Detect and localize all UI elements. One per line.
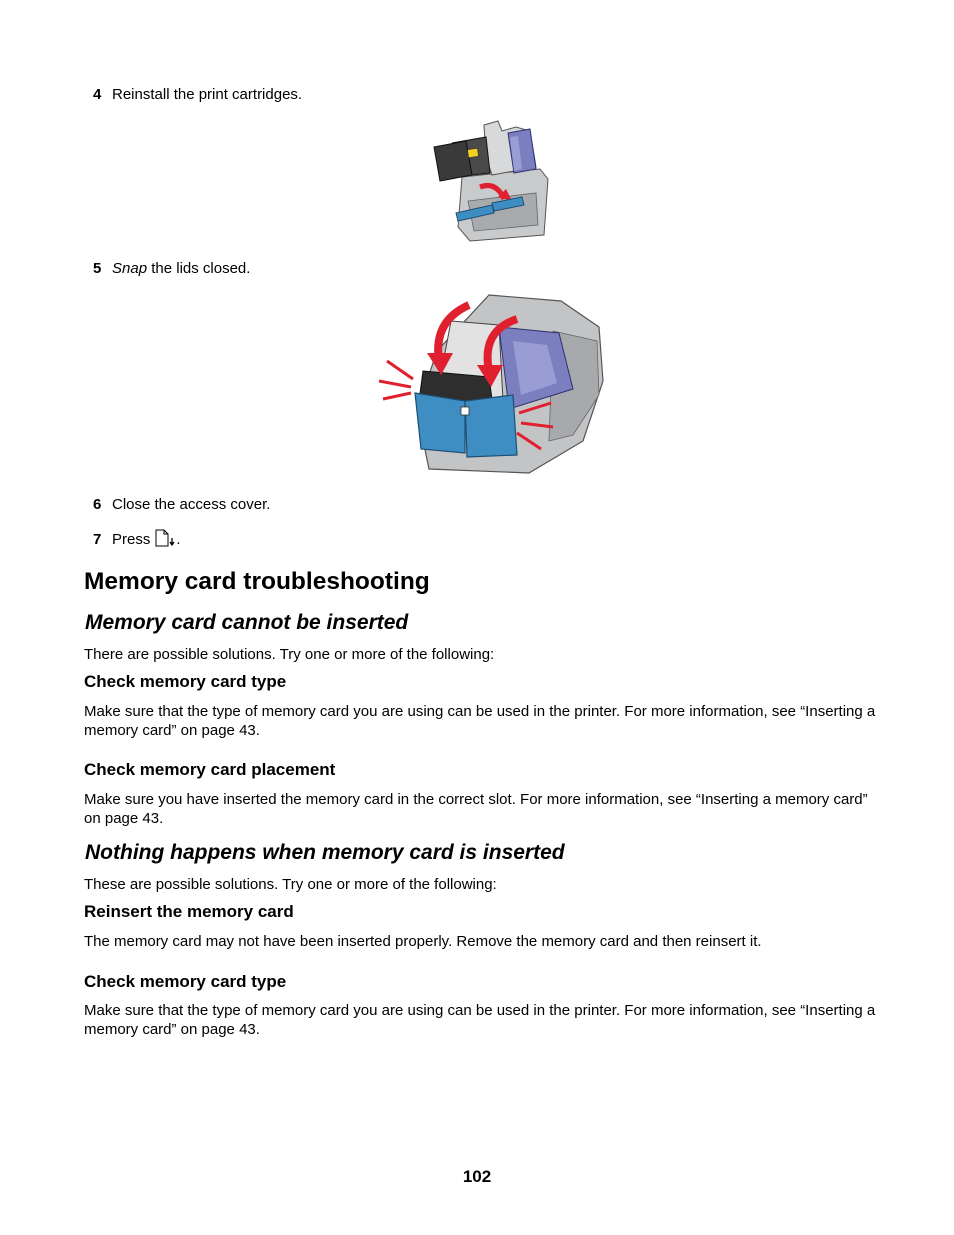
- solution-heading: Check memory card type: [84, 972, 287, 991]
- step-number: 7: [93, 531, 102, 548]
- step-number: 5: [93, 260, 102, 277]
- solution-heading: Reinsert the memory card: [84, 902, 294, 921]
- reinstall-cartridges-illustration: [432, 117, 552, 245]
- step-text: Close the access cover.: [112, 496, 271, 513]
- solution-body: The memory card may not have been inserted properly. Remove the memory card and then reinsert it.: [84, 933, 762, 950]
- step-suffix: .: [176, 531, 181, 548]
- section-title: Memory card troubleshooting: [84, 568, 430, 595]
- start-copy-icon: [154, 529, 176, 547]
- subsection-title-1: Memory card cannot be inserted: [85, 611, 409, 634]
- step-5: [93, 260, 250, 278]
- subsection-title-2: Nothing happens when memory card is inserted: [85, 841, 565, 864]
- page-number: 102: [462, 1167, 492, 1186]
- subsection-intro-2: These are possible solutions. Try one or more of the following:: [84, 876, 497, 893]
- step-number: 6: [93, 496, 102, 513]
- solution-heading: Check memory card type: [84, 672, 287, 691]
- step-number: 4: [93, 86, 102, 103]
- step-6: [93, 496, 270, 514]
- subsection-intro-1: There are possible solutions. Try one or more of the following:: [84, 646, 495, 663]
- step-emphasis: Snap: [112, 260, 148, 277]
- step-4: [93, 86, 302, 104]
- step-text: Reinstall the print cartridges.: [112, 86, 303, 103]
- step-text: Press: [112, 531, 151, 548]
- snap-lids-illustration: [377, 291, 605, 481]
- solution-heading: Check memory card placement: [84, 760, 336, 779]
- solution-body: Make sure you have inserted the memory card in the correct slot. For more information, see “Inserting a memory card” on page 43.: [84, 791, 868, 827]
- step-7: [93, 529, 181, 549]
- solution-body: Make sure that the type of memory card you are using can be used in the printer. For more information, see “Inserting a memory card” on page 43.: [84, 1002, 876, 1038]
- step-text: the lids closed.: [147, 260, 251, 277]
- solution-body: Make sure that the type of memory card you are using can be used in the printer. For more information, see “Inserting a memory card” on page 43.: [84, 703, 876, 739]
